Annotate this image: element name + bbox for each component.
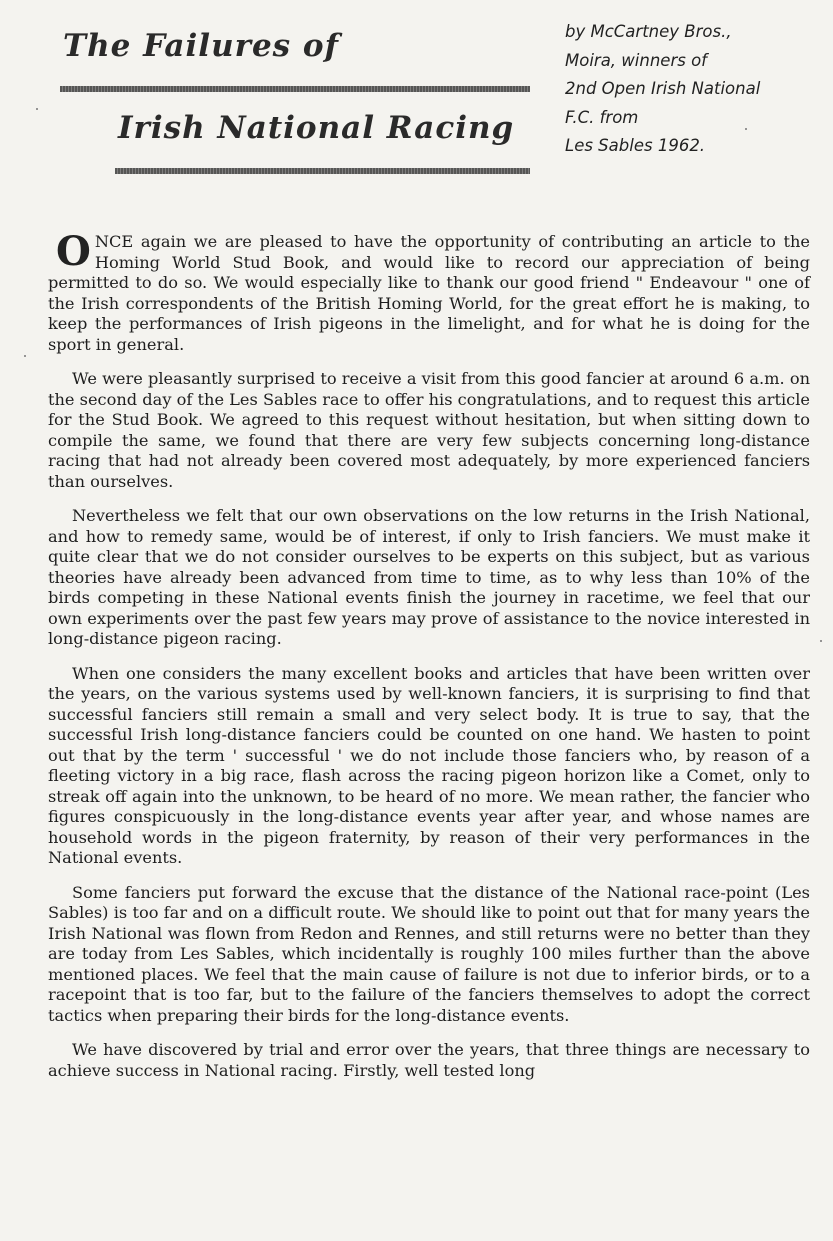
paragraph: Nevertheless we felt that our own observations on the low returns in the Irish National, and how to remedy same, would be of interest, if only to Irish fanciers. We must make it quite clear that we do not consider ourselves to be experts on this subject, but as various theories have already been advanced from time to time, as to why less than 10% of the birds competing in these National events finish the journey in racetime, we feel that our own experiments over the past few years may prove of assistance to the novice interested in long-distance pigeon racing. bbox=[48, 506, 810, 648]
byline-line: by McCartney Bros., bbox=[565, 22, 732, 41]
title-rule-bottom bbox=[115, 168, 530, 174]
paragraph: We have discovered by trial and error over the years, that three things are necessary to achieve success in National racing. Firstly, well tested long bbox=[48, 1040, 810, 1080]
byline-line: Les Sables 1962. bbox=[565, 136, 706, 155]
paragraph: We were pleasantly surprised to receive a visit from this good fancier at around 6 a.m. on the second day of the Les Sables race to offer his congratulations, and to request this article for the Stud Book. We agreed to this request without hesitation, but when sitting down to compile the same, we found that there are very few subjects concerning long-distance racing that had not already been covered most adequately, by more experienced fanciers than ourselves. bbox=[48, 369, 810, 491]
scan-speck bbox=[36, 108, 38, 110]
scan-speck bbox=[24, 355, 26, 357]
title-line-2: Irish National Racing bbox=[118, 110, 515, 146]
paragraph-text: NCE again we are pleased to have the opportunity of contributing an article to the Homing World Stud Book, and would like to record our appreciation of being permitted to do so. We would especially like to thank our good friend " Endeavour " one of the Irish correspondents of the British Homing World, for the great effort he is making, to keep the performances of Irish pigeons in the limelight, and for what he is doing for the sport in general. bbox=[48, 232, 810, 354]
paragraph: When one considers the many excellent books and articles that have been written over the years, on the various systems used by well-known fanciers, it is surprising to find that successful fanciers still remain a small and very select body. It is true to say, that the successful Irish long-distance fanciers could be counted on one hand. We hasten to point out that by the term ' successful ' we do not include those fanciers who, by reason of a fleeting victory in a big race, flash across the racing pigeon horizon like a Comet, only to streak off again into the unknown, to be heard of no more. We mean rather, the fancier who figures conspicuously in the long-distance events year after year, and whose names are household words in the pigeon fraternity, by reason of their very performances in the National events. bbox=[48, 663, 810, 867]
byline bbox=[565, 18, 805, 161]
scan-speck bbox=[745, 128, 747, 130]
byline-line: Moira, winners of bbox=[565, 50, 707, 70]
scan-speck bbox=[820, 640, 822, 642]
title-line-1: The Failures of bbox=[63, 28, 339, 64]
drop-cap: O bbox=[56, 228, 91, 275]
byline-line: F.C. from bbox=[565, 107, 639, 127]
title-rule-top bbox=[60, 86, 530, 92]
byline-line: 2nd Open Irish National bbox=[565, 79, 761, 98]
paragraph bbox=[48, 228, 810, 355]
article-body bbox=[48, 228, 810, 1095]
paragraph: Some fanciers put forward the excuse that the distance of the National race-point (Les Sables) is too far and on a difficult route. We should like to point out that for many years the Irish National was flown from Redon and Rennes, and still returns were no better than they are today from Les Sables, which incidentally is roughly 100 miles further than the above mentioned places. We feel that the main cause of failure is not due to inferior birds, or to a racepoint that is too far, but to the failure of the fanciers themselves to adopt the correct tactics when preparing their birds for the long-distance events. bbox=[48, 882, 810, 1025]
